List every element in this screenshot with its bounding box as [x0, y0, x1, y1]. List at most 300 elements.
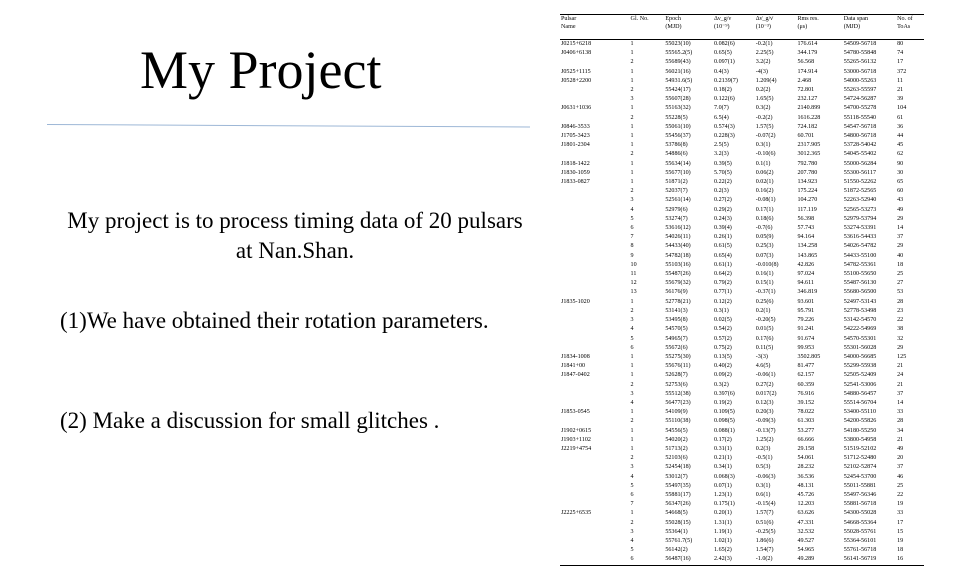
table-cell: 19: [897, 537, 904, 544]
table-row: [560, 233, 924, 242]
table-cell: 52102-52874: [843, 464, 877, 471]
table-cell: 65: [897, 179, 904, 186]
table-row: [560, 399, 924, 408]
table-row: [560, 49, 924, 58]
table-cell: 0.3(1): [714, 307, 729, 314]
table-cell: 21: [897, 381, 904, 388]
table-cell: 99.953: [797, 344, 815, 351]
table-cell: 16: [897, 556, 904, 563]
table-cell: 104.270: [797, 197, 818, 204]
table-cell: 3: [630, 197, 634, 204]
table-cell: 5: [630, 547, 634, 554]
table-cell: 52561(14): [665, 197, 691, 204]
table-cell: 724.182: [797, 123, 818, 130]
table-row: [560, 150, 924, 159]
table-cell: 0.397(6): [714, 390, 735, 397]
table-cell: [560, 390, 630, 399]
table-cell: 7.0(7): [714, 105, 729, 112]
table-cell: 54200-55826: [843, 418, 877, 425]
table-row: [560, 114, 924, 123]
table-row: [560, 68, 924, 77]
table-cell: 174.914: [797, 68, 818, 75]
table-cell: 0.228(3): [714, 133, 735, 140]
table-cell: [560, 233, 630, 242]
table-cell: 0.4(3): [714, 68, 729, 75]
table-cell: 52565-53273: [843, 206, 877, 213]
table-row: [560, 344, 924, 353]
table-cell: 52263-52940: [843, 197, 877, 204]
table-cell: 0.07(1): [714, 482, 732, 489]
table-cell: 52753(6): [665, 381, 688, 388]
table-cell: [560, 307, 630, 316]
table-cell: 36: [897, 123, 904, 130]
table-cell: 1: [630, 77, 634, 84]
table-cell: 80: [897, 41, 904, 47]
table-row: [560, 298, 924, 307]
table-cell: 39.152: [797, 399, 815, 406]
table-cell: 54433(40): [665, 243, 691, 250]
table-cell: 46: [897, 473, 904, 480]
table-cell: 0.109(5): [714, 409, 735, 416]
table-cell: 54782-55361: [843, 261, 877, 268]
table-cell: 1: [630, 142, 634, 149]
table-cell: 1: [630, 436, 634, 443]
table-cell: 54931.6(5): [665, 77, 693, 84]
table-row: [560, 77, 924, 86]
table-cell: 56477(23): [665, 399, 691, 406]
table-cell: [560, 500, 630, 509]
table-cell: 37: [897, 234, 904, 241]
table-cell: 55761.7(5): [665, 537, 693, 544]
table-cell: 0.098(5): [714, 418, 735, 425]
table-cell: -0.7(6): [755, 225, 773, 232]
table-row: [560, 353, 924, 362]
table-cell: 1: [630, 353, 634, 360]
table-cell: 53616(12): [665, 225, 691, 232]
table-row: [560, 270, 924, 279]
table-cell: 0.39(5): [714, 160, 732, 167]
table-cell: 2.25(5): [755, 50, 774, 57]
table-cell: 40: [897, 252, 904, 259]
table-cell: 52628(7): [665, 372, 688, 379]
column-header-line: Name: [561, 24, 576, 30]
column-header: [896, 15, 924, 40]
table-cell: 3: [630, 528, 634, 535]
table-cell: 3: [630, 96, 634, 103]
table-cell: 61.303: [797, 418, 815, 425]
table-cell: 56487(16): [665, 556, 691, 563]
table-cell: 1: [630, 169, 634, 176]
table-cell: 20: [897, 455, 904, 462]
column-header-line: Data span: [843, 16, 868, 22]
column-header: [843, 15, 896, 40]
table-row: [560, 390, 924, 399]
table-cell: 0.61(5): [714, 243, 732, 250]
table-cell: 0.18(2): [714, 87, 732, 94]
table-cell: 0.3(2): [755, 105, 771, 112]
table-cell: 52037(7): [665, 188, 688, 195]
table-cell: 54700-55278: [843, 105, 877, 112]
table-cell: 51871(2): [665, 179, 688, 186]
table-cell: 0.65(4): [714, 252, 732, 259]
table-cell: 0.122(6): [714, 96, 735, 103]
table-row: [560, 86, 924, 95]
glitch-table: [560, 14, 924, 566]
table-cell: 60.359: [797, 381, 815, 388]
table-cell: 0.17(6): [755, 335, 774, 342]
table-cell: 47.331: [797, 519, 815, 526]
table-row: [560, 132, 924, 141]
table-cell: 54433-55100: [843, 252, 877, 259]
table-cell: 53.277: [797, 427, 815, 434]
table-cell: 29: [897, 344, 904, 351]
table-cell: 54000-56685: [843, 353, 877, 360]
table-cell: 52497-53143: [843, 298, 877, 305]
table-row: [560, 95, 924, 104]
table-cell: -0.37(1): [755, 289, 776, 296]
table-cell: 1.65(5): [755, 96, 774, 103]
table-cell: 55000-56284: [843, 160, 877, 167]
table-cell: 51713(2): [665, 445, 688, 452]
table-cell: 32.532: [797, 528, 815, 535]
table-cell: 2140.899: [797, 105, 821, 112]
table-cell: 0.75(2): [714, 344, 732, 351]
table-cell: 55028(15): [665, 519, 691, 526]
table-cell: 21: [897, 363, 904, 370]
table-cell: 0.2(2): [755, 87, 771, 94]
table-cell: 2: [630, 151, 634, 158]
table-row: [560, 491, 924, 500]
table-cell: 2: [630, 188, 634, 195]
table-cell: 54.965: [797, 547, 815, 554]
table-cell: 0.3(1): [755, 482, 771, 489]
column-header-line: (μs): [797, 24, 808, 30]
table-cell: 54509-56718: [843, 41, 877, 47]
table-cell: 1: [630, 179, 634, 186]
table-cell: J1818-1422: [561, 160, 590, 167]
table-row: [560, 279, 924, 288]
table-cell: 0.2(3): [714, 188, 729, 195]
table-cell: 14: [897, 399, 904, 406]
table-cell: 6: [630, 225, 634, 232]
table-cell: 53800-54958: [843, 436, 877, 443]
column-header: [630, 15, 665, 40]
table-cell: 55263-55597: [843, 87, 877, 94]
table-cell: 53786(8): [665, 142, 688, 149]
table-cell: 52541-53006: [843, 381, 877, 388]
table-cell: 95.791: [797, 307, 815, 314]
table-row: [560, 307, 924, 316]
table-cell: -0.5(1): [755, 455, 773, 462]
table-row: [560, 123, 924, 132]
table-cell: -0.2(2): [755, 114, 773, 121]
table-cell: 0.02(5): [714, 317, 732, 324]
table-cell: [560, 224, 630, 233]
table-cell: 0.574(3): [714, 123, 735, 130]
table-cell: 53274-53391: [843, 225, 877, 232]
table-body: [560, 40, 924, 566]
table-cell: 55023(10): [665, 41, 691, 47]
table-cell: 93.601: [797, 298, 815, 305]
table-cell: J2219+4754: [561, 445, 592, 452]
table-cell: 134.258: [797, 243, 818, 250]
table-cell: 0.77(1): [714, 289, 732, 296]
table-cell: 54886(6): [665, 151, 688, 158]
table-cell: 0.18(6): [755, 215, 774, 222]
table-cell: 0.16(2): [755, 188, 774, 195]
table-cell: 28.232: [797, 464, 815, 471]
table-cell: 54222-54969: [843, 326, 877, 333]
table-cell: 1.23(1): [714, 491, 732, 498]
table-cell: 55487-56130: [843, 280, 877, 287]
table-cell: 90: [897, 160, 904, 167]
table-cell: 36.536: [797, 473, 815, 480]
table-cell: 5.70(5): [714, 169, 732, 176]
table-cell: 9: [630, 252, 634, 259]
table-cell: 54109(9): [665, 409, 688, 416]
table-cell: 54880-56457: [843, 390, 877, 397]
table-cell: 54668-55364: [843, 519, 877, 526]
table-cell: [560, 261, 630, 270]
table-cell: [560, 519, 630, 528]
table-cell: J0846-3533: [561, 123, 590, 130]
table-row: [560, 436, 924, 445]
table-cell: -0.25(5): [755, 528, 776, 535]
table-cell: [560, 399, 630, 408]
table-cell: 39: [897, 96, 904, 103]
table-cell: [560, 546, 630, 555]
table-cell: 2.5(5): [714, 142, 729, 149]
table-row: [560, 215, 924, 224]
table-cell: 0.097(1): [714, 59, 735, 66]
table-cell: 143.865: [797, 252, 818, 259]
column-header-line: No. of: [897, 16, 913, 22]
table-row: [560, 206, 924, 215]
table-cell: 1: [630, 372, 634, 379]
table-cell: 55607(28): [665, 96, 691, 103]
table-cell: 29: [897, 243, 904, 250]
table-cell: [560, 335, 630, 344]
table-cell: 54026-54782: [843, 243, 877, 250]
table-cell: 34: [897, 427, 904, 434]
table-cell: [560, 463, 630, 472]
table-cell: 3: [630, 390, 634, 397]
table-cell: 52979(6): [665, 206, 688, 213]
table-cell: 54000-55263: [843, 77, 877, 84]
slide-title: My Project: [140, 40, 382, 100]
table-cell: 0.29(2): [714, 206, 732, 213]
table-cell: 54.061: [797, 455, 815, 462]
table-cell: 55424(17): [665, 87, 691, 94]
table-cell: 0.07(3): [755, 252, 774, 259]
table-cell: 2: [630, 418, 634, 425]
table-cell: 53012(7): [665, 473, 688, 480]
table-cell: -0.07(2): [755, 133, 776, 140]
table-cell: -0.010(8): [755, 261, 779, 268]
table-cell: 51712-52480: [843, 455, 877, 462]
table-cell: [560, 454, 630, 463]
table-cell: 14: [897, 225, 904, 232]
table-cell: 55689(43): [665, 59, 691, 66]
table-cell: 6: [630, 344, 634, 351]
column-header-line: (10⁻⁹): [714, 24, 730, 30]
table-row: [560, 316, 924, 325]
table-cell: 56176(9): [665, 289, 688, 296]
table-cell: 56021(16): [665, 68, 691, 75]
table-cell: 52778(21): [665, 298, 691, 305]
column-header-line: Δν̇_g/ν̇: [755, 16, 773, 22]
table-cell: [560, 58, 630, 67]
table-cell: 0.082(6): [714, 41, 735, 47]
table-cell: 0.13(5): [714, 353, 732, 360]
table-cell: J1853-0545: [561, 409, 590, 416]
table-row: [560, 537, 924, 546]
table-cell: -0.13(7): [755, 427, 776, 434]
table-cell: [560, 252, 630, 261]
table-cell: 52979-53794: [843, 215, 877, 222]
table-cell: 12.203: [797, 501, 815, 508]
table-cell: [560, 381, 630, 390]
table-cell: 1: [630, 427, 634, 434]
table-cell: 54668(5): [665, 510, 688, 517]
table-cell: 176.614: [797, 41, 818, 47]
table-cell: [560, 555, 630, 565]
table-cell: 55672(6): [665, 344, 688, 351]
table-cell: J0215+6218: [561, 41, 592, 47]
table-cell: 2: [630, 87, 634, 94]
table-row: [560, 362, 924, 371]
table-cell: 55881(17): [665, 491, 691, 498]
table-cell: 0.79(2): [714, 280, 732, 287]
table-cell: 54570(5): [665, 326, 688, 333]
table-cell: 49.527: [797, 537, 815, 544]
table-cell: 4.6(5): [755, 363, 771, 370]
table-cell: [560, 215, 630, 224]
table-cell: 79.226: [797, 317, 815, 324]
table-cell: 104: [897, 105, 907, 112]
table-row: [560, 160, 924, 169]
table-cell: 0.01(5): [755, 326, 774, 333]
table-cell: 22: [897, 491, 904, 498]
table-cell: 37: [897, 390, 904, 397]
table-row: [560, 196, 924, 205]
table-cell: 53400-55110: [843, 409, 877, 416]
table-cell: 2: [630, 59, 634, 66]
table-cell: 55456(37): [665, 133, 691, 140]
table-cell: 0.088(1): [714, 427, 735, 434]
table-cell: 21: [897, 87, 904, 94]
table-cell: 1.31(1): [714, 519, 732, 526]
table-cell: 175.224: [797, 188, 818, 195]
table-cell: 55301-56028: [843, 344, 877, 351]
column-header-line: Epoch: [665, 16, 681, 22]
table-cell: [560, 316, 630, 325]
table-cell: J1903+1102: [561, 436, 591, 443]
table-cell: 0.20(3): [755, 409, 774, 416]
table-row: [560, 408, 924, 417]
table-cell: 2: [630, 519, 634, 526]
table-cell: 1.54(7): [755, 547, 774, 554]
table-cell: 0.05(9): [755, 234, 774, 241]
table-cell: 53274(7): [665, 215, 688, 222]
table-cell: J1835-1020: [561, 298, 590, 305]
table-cell: [560, 417, 630, 426]
table-cell: -0.08(1): [755, 197, 776, 204]
table-cell: 1.57(5): [755, 123, 774, 130]
table-cell: 51550-52262: [843, 179, 877, 186]
table-cell: 1.86(6): [755, 537, 774, 544]
table-cell: J0525+1115: [561, 68, 591, 75]
table-cell: 1: [630, 133, 634, 140]
table-cell: 0.57(2): [714, 335, 732, 342]
table-cell: 55100-55650: [843, 271, 877, 278]
column-header: [664, 15, 713, 40]
table-cell: 1: [630, 409, 634, 416]
table-cell: 55103(16): [665, 261, 691, 268]
table-cell: 6.5(4): [714, 114, 729, 121]
table-cell: [560, 482, 630, 491]
table-cell: 55514-56704: [843, 399, 877, 406]
title-divider: [47, 124, 530, 128]
table-cell: 2: [630, 114, 634, 121]
table-cell: 55228(5): [665, 114, 688, 121]
table-cell: 0.64(2): [714, 271, 732, 278]
table-cell: 0.20(1): [714, 510, 732, 517]
table-cell: 29.158: [797, 445, 815, 452]
table-cell: J1705-3423: [561, 133, 590, 140]
table-cell: -4(3): [755, 68, 768, 75]
table-cell: 11: [897, 77, 903, 84]
table-cell: 1.57(7): [755, 510, 774, 517]
table-cell: [560, 114, 630, 123]
table-cell: -0.06(3): [755, 473, 776, 480]
table-row: [560, 445, 924, 454]
table-cell: J0528+2200: [561, 77, 592, 84]
table-cell: 5: [630, 215, 634, 222]
table-cell: 0.09(2): [714, 372, 732, 379]
table-cell: 4: [630, 473, 634, 480]
table-cell: 27: [897, 280, 904, 287]
table-cell: 54780-55848: [843, 50, 877, 57]
table-cell: 54556(5): [665, 427, 688, 434]
table-cell: 125: [897, 353, 907, 360]
column-header-line: Gl. No.: [630, 16, 649, 22]
table-cell: 0.02(1): [755, 179, 774, 186]
table-cell: 42.826: [797, 261, 815, 268]
table-cell: 1: [630, 510, 634, 517]
table-cell: 2.42(3): [714, 556, 732, 563]
table-cell: 232.127: [797, 96, 818, 103]
table-cell: 56.398: [797, 215, 815, 222]
table-cell: 52103(6): [665, 455, 688, 462]
table-cell: 0.27(2): [755, 381, 774, 388]
table-cell: 94.164: [797, 234, 815, 241]
table-row: [560, 224, 924, 233]
table-cell: 54782(18): [665, 252, 691, 259]
table-cell: 10: [630, 261, 637, 268]
table-cell: 53616-54433: [843, 234, 877, 241]
table-cell: 0.61(1): [714, 261, 732, 268]
column-header-line: Δν_g/ν: [714, 16, 732, 22]
table-cell: 33: [897, 510, 904, 517]
table-cell: J0406+6138: [561, 50, 592, 57]
table-cell: 3: [630, 317, 634, 324]
table-cell: 44: [897, 133, 904, 140]
table-cell: 55061(10): [665, 123, 691, 130]
table-cell: 0.2(3): [755, 445, 771, 452]
table-cell: 53142-54570: [843, 317, 877, 324]
table-cell: 1616.228: [797, 114, 821, 121]
